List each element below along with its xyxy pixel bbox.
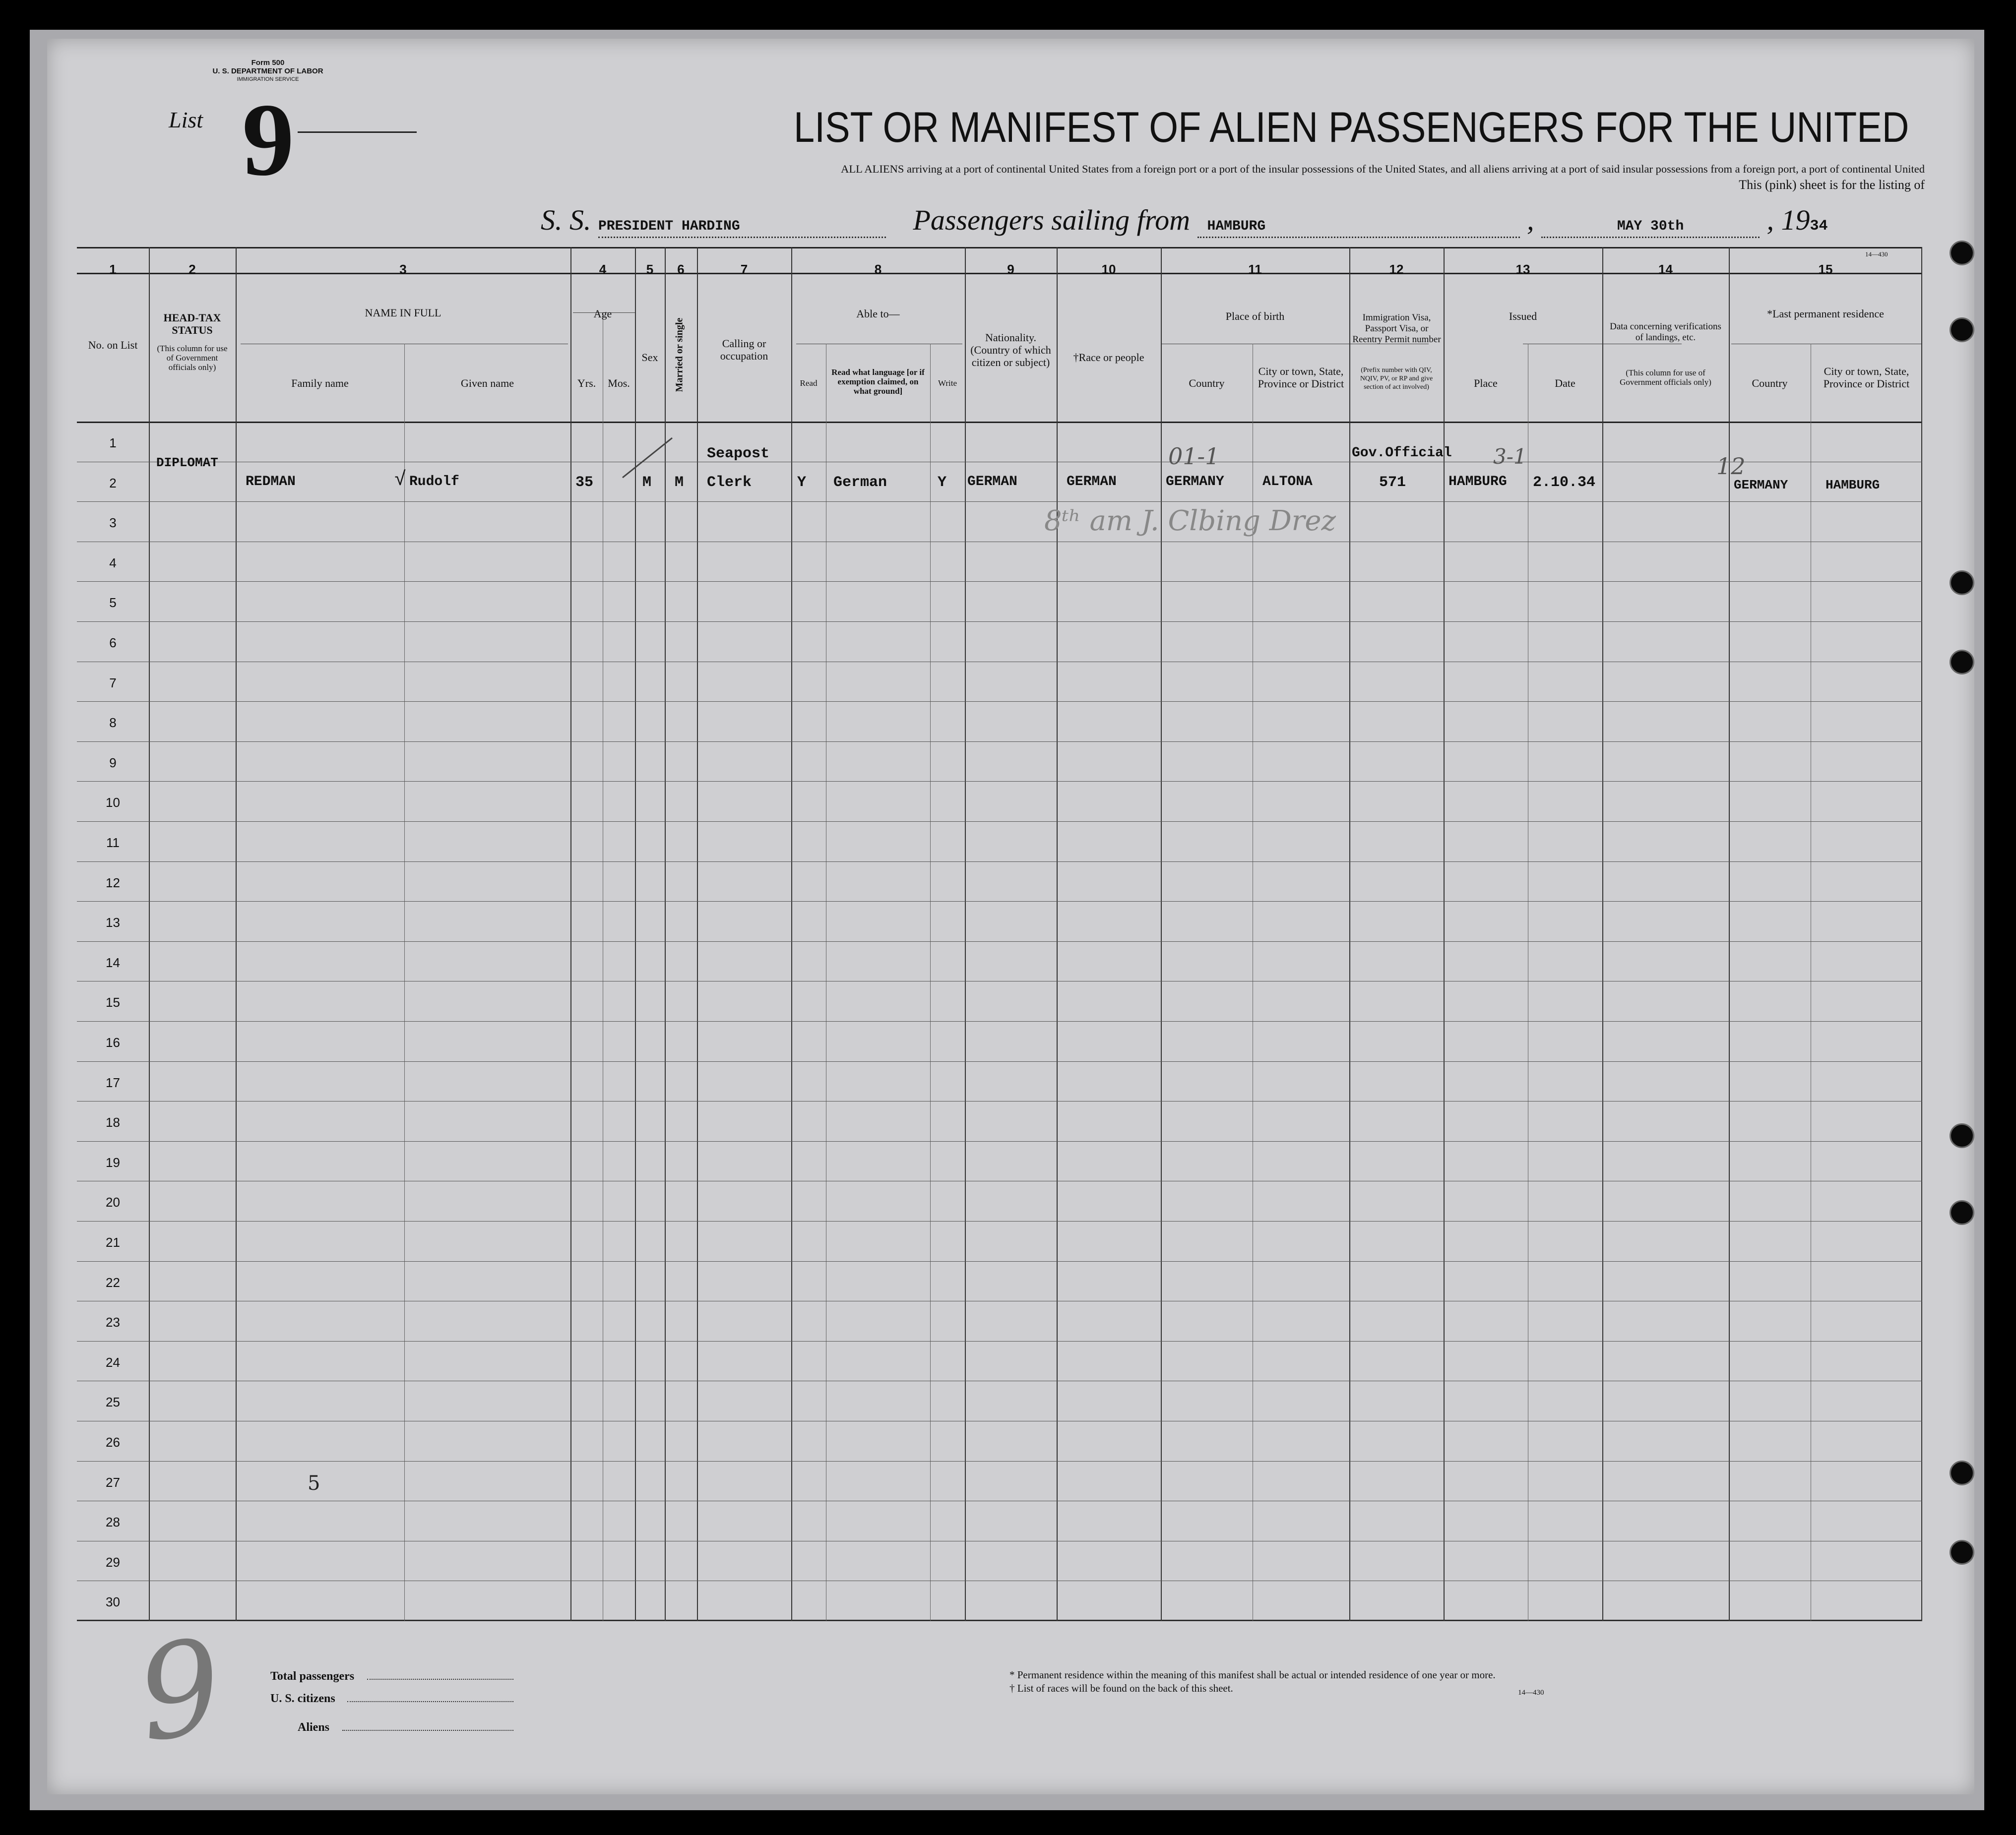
col-divider — [791, 247, 792, 1621]
cell-married: M — [675, 474, 684, 491]
list-underline — [298, 131, 417, 133]
row-number: 13 — [106, 915, 120, 930]
header-issued-place: Place — [1474, 377, 1498, 389]
row-number: 23 — [106, 1315, 120, 1330]
row-line — [77, 1061, 1922, 1062]
row-number: 19 — [106, 1155, 120, 1170]
year-prefix: 19 — [1781, 204, 1810, 236]
pencil-note-visa: 3-1 — [1493, 444, 1527, 469]
col-divider — [965, 247, 966, 1621]
row-line — [77, 861, 1922, 862]
header-verification-note: (This column for use of Government officials only) — [1620, 368, 1711, 387]
row-number: 6 — [109, 635, 117, 650]
row28-mark: 5 — [308, 1472, 320, 1495]
header-mos: Mos. — [608, 377, 630, 389]
row-number: 21 — [106, 1235, 120, 1250]
col-number-5: 5 — [646, 262, 654, 277]
col-number-6: 6 — [677, 262, 685, 277]
punch-hole — [1950, 1200, 1974, 1225]
row-number: 16 — [106, 1035, 120, 1050]
row-line — [77, 1461, 1922, 1462]
punch-hole — [1950, 317, 1974, 342]
row-line — [77, 901, 1922, 902]
ship-name-field — [598, 203, 886, 238]
header-visa: Immigration Visa, Passport Visa, or Reentry Permit number — [1352, 312, 1441, 345]
port-field — [1197, 203, 1520, 238]
col-divider — [697, 247, 698, 1621]
col-number-10: 10 — [1101, 262, 1116, 277]
footnote-residence: * Permanent residence within the meaning of this manifest shall be actual or intended residence of one year or more. — [1009, 1669, 1496, 1681]
punch-hole — [1950, 650, 1974, 674]
cell-nationality: GERMAN — [967, 474, 1017, 489]
total-passengers-field — [367, 1679, 513, 1680]
cell-family-name: REDMAN — [246, 474, 296, 489]
row-number: 30 — [106, 1594, 120, 1610]
row-number: 8 — [109, 715, 117, 731]
row-number: 15 — [106, 995, 120, 1010]
pencil-big-nine: 9 — [128, 1611, 231, 1772]
row-line — [77, 1341, 1922, 1342]
row-line — [77, 621, 1922, 622]
row-number: 7 — [109, 675, 117, 690]
row-number: 25 — [106, 1395, 120, 1410]
row-number: 20 — [106, 1195, 120, 1210]
header-issued: Issued — [1509, 310, 1537, 322]
cell-issued-place: HAMBURG — [1449, 474, 1507, 489]
ship-name: PRESIDENT HARDING — [598, 219, 740, 234]
cell-birth-city: ALTONA — [1262, 474, 1313, 489]
row-line — [77, 781, 1922, 782]
header-read: Read — [800, 378, 818, 388]
row-line — [77, 741, 1922, 742]
form-number: Form 500 — [251, 59, 285, 67]
col-number-9: 9 — [1007, 262, 1014, 277]
port-name: HAMBURG — [1207, 219, 1266, 234]
col-number-1: 1 — [109, 262, 117, 277]
row-line — [77, 581, 1922, 582]
cell-race: GERMAN — [1067, 474, 1117, 489]
row-number: 1 — [109, 435, 117, 450]
row-number: 3 — [109, 515, 117, 531]
punch-hole — [1950, 1540, 1974, 1565]
col-number-11: 11 — [1248, 262, 1262, 277]
header-sex: Sex — [641, 351, 658, 364]
header-name-in-full: NAME IN FULL — [365, 306, 441, 319]
header-write: Write — [938, 378, 957, 388]
header-residence-city: City or town, State, Province or District — [1823, 365, 1910, 390]
header-birth-country: Country — [1189, 377, 1225, 389]
row-number: 2 — [109, 475, 117, 490]
sailing-date: MAY 30th — [1617, 219, 1684, 234]
row-number: 10 — [106, 795, 120, 810]
header-read-language: Read what language [or if exemption claimed, on what ground] — [831, 367, 925, 396]
header-able-to: Able to— — [856, 307, 900, 320]
col-divider — [1161, 247, 1162, 1621]
col-number-3: 3 — [399, 262, 407, 277]
table-top-border — [77, 247, 1922, 248]
row-number: 14 — [106, 955, 120, 970]
header-place-of-birth: Place of birth — [1225, 310, 1285, 322]
pencil-note-row2: 8ᵗʰ am J. Clbing Drez — [1044, 505, 1336, 537]
col-divider — [1349, 247, 1350, 1621]
cell-occupation-1: Seapost — [707, 445, 770, 462]
row-line — [77, 1021, 1922, 1022]
total-passengers-label: Total passengers — [270, 1670, 355, 1683]
cell-birth-country: GERMANY — [1166, 474, 1224, 489]
footnote-races: † List of races will be found on the back of this sheet. — [1009, 1682, 1233, 1694]
row-number: 24 — [106, 1354, 120, 1370]
header-family-name: Family name — [291, 377, 349, 389]
row-line — [77, 1141, 1922, 1142]
manifest-table — [77, 247, 1922, 1621]
col-divider — [404, 344, 405, 1621]
cell-language: German — [833, 474, 887, 491]
pencil-note-birth: 01-1 — [1168, 443, 1220, 470]
subtitle-line-1: ALL ALIENS arriving at a port of continental United States from a foreign port or a port of the insular possessions of the United States, and all aliens arriving at a port of said insular possessions from a foreign port, a port of continental United — [841, 163, 1925, 175]
date-field — [1541, 203, 1760, 238]
col-number-7: 7 — [740, 262, 748, 277]
col-divider — [1057, 247, 1058, 1621]
cell-given-name: Rudolf — [409, 474, 459, 489]
aliens-field — [342, 1730, 513, 1731]
ss-label: S. S. — [541, 204, 591, 236]
header-issued-date: Date — [1555, 377, 1575, 389]
punch-hole — [1950, 1461, 1974, 1485]
row-number: 11 — [106, 835, 120, 850]
row-line — [77, 821, 1922, 822]
header-head-tax-note: (This column for use of Government officials only) — [157, 344, 228, 372]
us-citizens-field — [347, 1701, 513, 1702]
cell-head-tax: DIPLOMAT — [156, 455, 218, 470]
aliens-label: Aliens — [298, 1721, 330, 1734]
header-no-on-list: No. on List — [88, 339, 138, 351]
row-line — [77, 941, 1922, 942]
form-identifier — [169, 59, 367, 84]
punch-hole — [1950, 1123, 1974, 1148]
punch-hole — [1950, 570, 1974, 595]
footer-form-code: 14—430 — [1518, 1689, 1544, 1697]
col-divider — [570, 247, 571, 1621]
header-head-tax: HEAD-TAX STATUS — [163, 311, 221, 336]
row-line — [77, 1221, 1922, 1222]
header-given-name: Given name — [461, 377, 514, 389]
header-nationality: Nationality. (Country of which citizen or subject) — [970, 331, 1051, 368]
subtitle-line-2: This (pink) sheet is for the listing of — [1739, 178, 1925, 192]
cell-residence-city: HAMBURG — [1826, 478, 1880, 492]
page-title: LIST OR MANIFEST OF ALIEN PASSENGERS FOR THE UNITED — [794, 104, 1909, 151]
list-number: 9 — [242, 82, 294, 197]
row-number: 12 — [106, 875, 120, 890]
pencil-slash-mark — [618, 435, 677, 480]
header-birth-city: City or town, State, Province or District — [1258, 365, 1344, 390]
header-residence-country: Country — [1752, 377, 1788, 389]
row-number: 5 — [109, 595, 117, 611]
sailing-label: Passengers sailing from — [913, 204, 1191, 236]
col-divider — [236, 247, 237, 1621]
header-visa-note: (Prefix number with QIV, NQIV, PV, or RP and give section of act involved) — [1360, 367, 1433, 391]
header-bottom-border — [77, 422, 1922, 423]
col-number-2: 2 — [189, 262, 196, 277]
row-line — [77, 1261, 1922, 1262]
cell-occupation-2: Clerk — [707, 474, 752, 491]
col-divider — [1921, 247, 1922, 1621]
check-mark: √ — [394, 469, 407, 491]
year-suffix: 34 — [1810, 218, 1828, 235]
row-number: 4 — [109, 555, 117, 570]
header-verification: Data concerning verifications of landings, etc. — [1610, 321, 1721, 343]
row-number: 28 — [106, 1515, 120, 1530]
col-number-4: 4 — [599, 262, 607, 277]
header-age: Age — [593, 307, 612, 320]
header-form-code: 14—430 — [1865, 250, 1888, 258]
col-number-8: 8 — [874, 262, 882, 277]
punch-hole — [1950, 241, 1974, 265]
row-number: 9 — [109, 755, 117, 770]
us-citizens-label: U. S. citizens — [270, 1692, 335, 1705]
col-divider — [930, 344, 931, 1621]
service-name: IMMIGRATION SERVICE — [237, 76, 299, 82]
cell-visa-1: Gov.Official — [1352, 445, 1452, 461]
department-name: U. S. DEPARTMENT OF LABOR — [212, 67, 323, 75]
row-number: 22 — [106, 1275, 120, 1290]
cell-issued-date: 2.10.34 — [1533, 474, 1596, 491]
row-number: 26 — [106, 1435, 120, 1450]
cell-sex: M — [642, 474, 652, 491]
row-number: 27 — [106, 1474, 120, 1490]
row-number: 29 — [106, 1554, 120, 1570]
header-last-residence: *Last permanent residence — [1767, 307, 1884, 320]
cell-visa-2: 571 — [1379, 474, 1406, 491]
cell-read: Y — [797, 474, 807, 491]
row-number: 17 — [106, 1075, 120, 1090]
list-label: List — [169, 107, 203, 132]
col-number-12: 12 — [1389, 262, 1404, 277]
col-number-15: 15 — [1818, 262, 1833, 277]
col-divider — [149, 247, 150, 1621]
header-married: Married or single — [674, 317, 685, 392]
pencil-note-residence: 12 — [1716, 453, 1746, 480]
col-number-14: 14 — [1658, 262, 1673, 277]
cell-write: Y — [938, 474, 947, 491]
header-yrs: Yrs. — [577, 377, 596, 389]
row-number: 18 — [106, 1115, 120, 1130]
row-line — [77, 501, 1922, 502]
header-calling: Calling or occupation — [720, 337, 768, 362]
voyage-line: S. S. PRESIDENT HARDING Passengers sailing from HAMBURG , MAY 30th , 1934 — [541, 203, 1828, 238]
subtitle — [437, 161, 1925, 193]
header-race: †Race or people — [1073, 351, 1144, 364]
col-divider — [1602, 247, 1603, 1621]
col-number-13: 13 — [1515, 262, 1530, 277]
cell-age-yrs: 35 — [575, 474, 594, 491]
cell-residence-country: GERMANY — [1734, 478, 1788, 492]
row-line — [77, 701, 1922, 702]
